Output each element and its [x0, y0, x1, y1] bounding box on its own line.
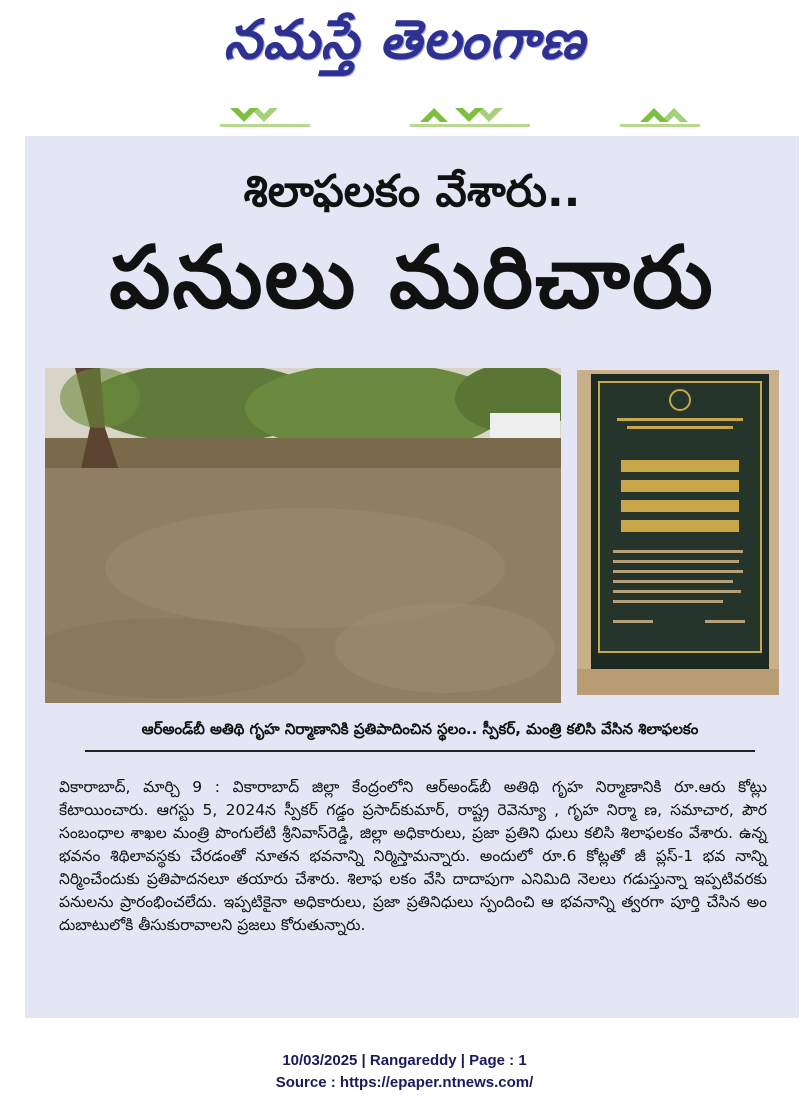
- page-footer: [0, 1050, 809, 1094]
- article-kicker: శిలాఫలకం వేశారు..: [243, 166, 581, 217]
- masthead: [0, 8, 809, 78]
- foundation-plaque-photo: [577, 370, 779, 695]
- article-body: వికారాబాద్, మార్చి 9 : వికారాబాద్ జిల్లా కేంద్రంలోని ఆర్‌అండ్‌బీ అతిథి గృహ నిర్మాణానికి రూ.ఆరు కోట్లు కేటాయించారు. ఆగస్టు 5, 2024న స్పీకర్ గడ్డం ప్రసాద్‌కుమార్, రాష్ట్ర రెవెన్యూ , గృహ నిర్మా ణ, సమాచార, పౌర సంబంధాల శాఖల మంత్రి పొంగులేటి శ్రీనివాస్‌రెడ్డి, జిల్లా అధికారులు, ప్రజా ప్రతిని ధులు కలిసి శిలాఫలకం వేశారు. ఉన్న భవనం శిథిలావస్థకు చేరడంతో నూతన భవనాన్ని నిర్మిస్తామన్నారు. అందులో రూ.6 కోట్లతో జీ ప్లస్-1 భవ నాన్ని నిర్మించేందుకు ప్రతిపాదనలూ తయారు చేశారు. శిలాఫ లకం వేసి దాదాపుగా ఎనిమిది నెలలు గడుస్తున్నా ఇప్పటివరకు పనులను ప్రారంభించలేదు. ఇప్పటికైనా అధికారులు, ప్రజా ప్రతినిధులు స్పందించి ఆ భవనాన్ని త్వరగా పూర్తి చేసిన అం దుబాటులోకి తీసుకురావాలని ప్రజలు కోరుతున్నారు.: [59, 778, 767, 934]
- masthead-ornament-icon: [220, 100, 700, 130]
- photo-caption: ఆర్‌అండ్‌బీ అతిథి గృహ నిర్మాణానికి ప్రతిపాదించిన స్థలం.. స్పీకర్, మంత్రి కలిసి వేసిన శిలాఫలకం: [85, 720, 755, 752]
- news-article: [25, 136, 799, 1018]
- edition-info: 10/03/2025 | Rangareddy | Page : 1: [282, 1052, 527, 1069]
- newspaper-logo: నమస్తే తెలంగాణ: [223, 8, 586, 71]
- source-link[interactable]: Source : https://epaper.ntnews.com/: [275, 1074, 534, 1091]
- site-photo: [45, 368, 561, 703]
- article-headline: పనులు మరిచారు: [109, 228, 715, 328]
